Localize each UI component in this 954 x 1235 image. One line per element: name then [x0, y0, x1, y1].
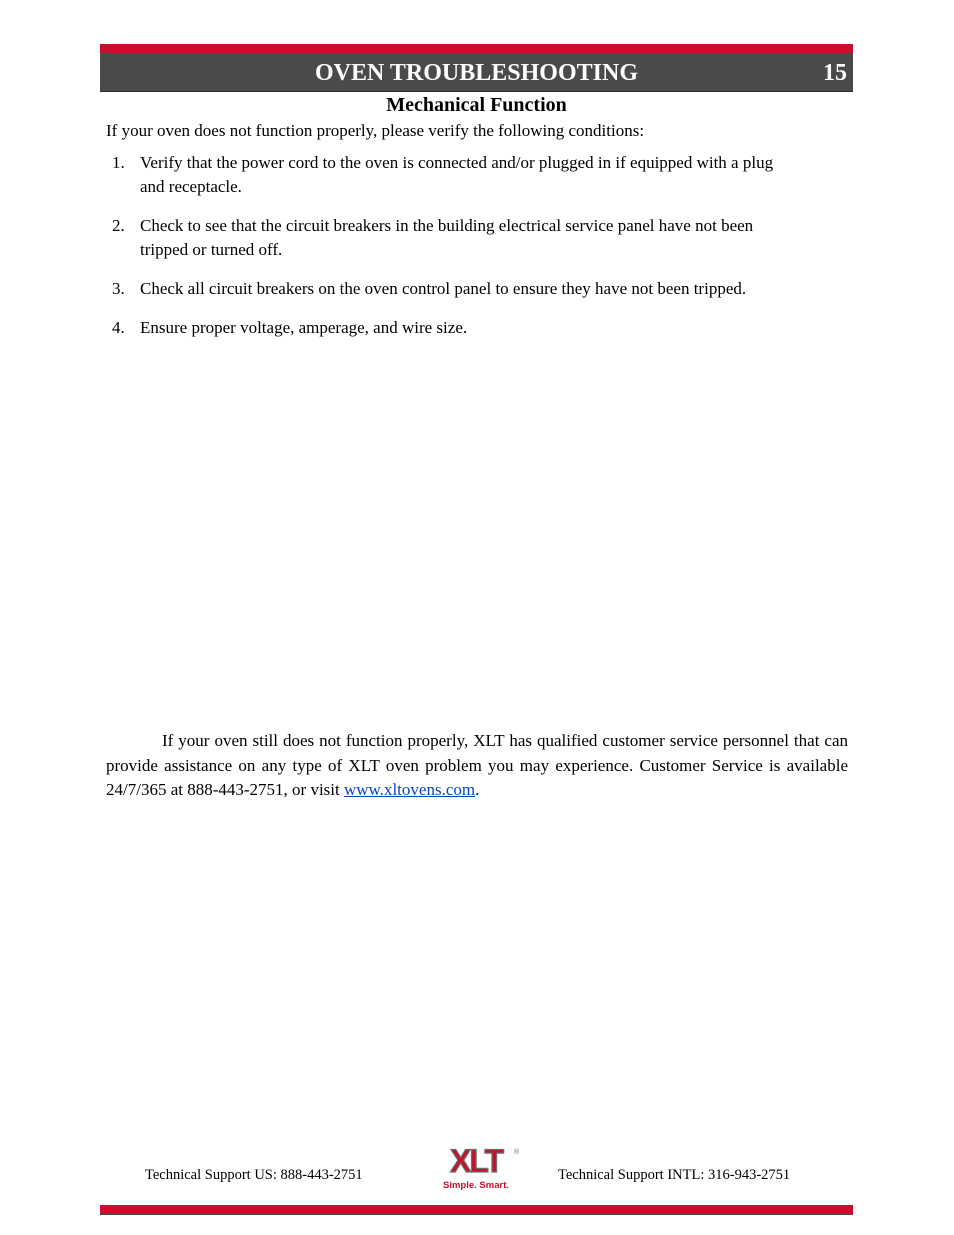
list-item — [106, 277, 851, 301]
list-item-number: 4. — [112, 318, 125, 337]
closing-end: . — [475, 780, 480, 799]
logo-registered-mark: ® — [514, 1149, 520, 1156]
logo-tagline: Simple. Smart. — [443, 1180, 509, 1191]
list-item — [106, 214, 851, 262]
intro-text: If your oven does not function properly, please verify the following conditions: — [106, 121, 645, 140]
list-item-text: Ensure proper voltage, amperage, and wire size. — [140, 318, 468, 337]
header-bar — [100, 53, 853, 92]
list-item-text: and receptacle. — [140, 177, 242, 196]
website-link[interactable]: www.xltovens.com — [343, 780, 476, 799]
list-item — [106, 316, 851, 340]
list-item-text: Check to see that the circuit breakers in the building electrical service panel have not been — [140, 216, 754, 235]
footer-red-stripe — [100, 1205, 853, 1214]
conditions-list — [106, 151, 851, 355]
footer-support-us: Technical Support US: 888-443-2751 — [145, 1167, 363, 1183]
footer-gray-line — [100, 1214, 853, 1215]
list-item-text: tripped or turned off. — [140, 240, 283, 259]
xlt-logo — [428, 1140, 528, 1192]
list-item-text: Verify that the power cord to the oven is connected and/or plugged in if equipped with a plug — [140, 153, 774, 172]
page-number: 15 — [823, 60, 847, 86]
logo-wordmark: XLT — [449, 1143, 503, 1179]
list-item-number: 3. — [112, 279, 125, 298]
page-title: OVEN TROUBLESHOOTING — [315, 60, 638, 86]
closing-paragraph — [106, 729, 848, 803]
section-title: Mechanical Function — [386, 94, 567, 116]
footer-support-intl: Technical Support INTL: 316-943-2751 — [558, 1167, 791, 1183]
list-item-text: Check all circuit breakers on the oven control panel to ensure they have not been tripped. — [140, 279, 747, 298]
closing-text: If your oven still does not function properly, XLT has qualified customer service personnel that can provide assistance on any type of XLT oven problem you may experience. Customer Service is available 24/7/365 at 888-443-2751, or visit — [106, 731, 848, 799]
list-item-number: 2. — [112, 216, 125, 235]
list-item-number: 1. — [112, 153, 125, 172]
header-red-stripe — [100, 44, 853, 53]
list-item — [106, 151, 851, 199]
